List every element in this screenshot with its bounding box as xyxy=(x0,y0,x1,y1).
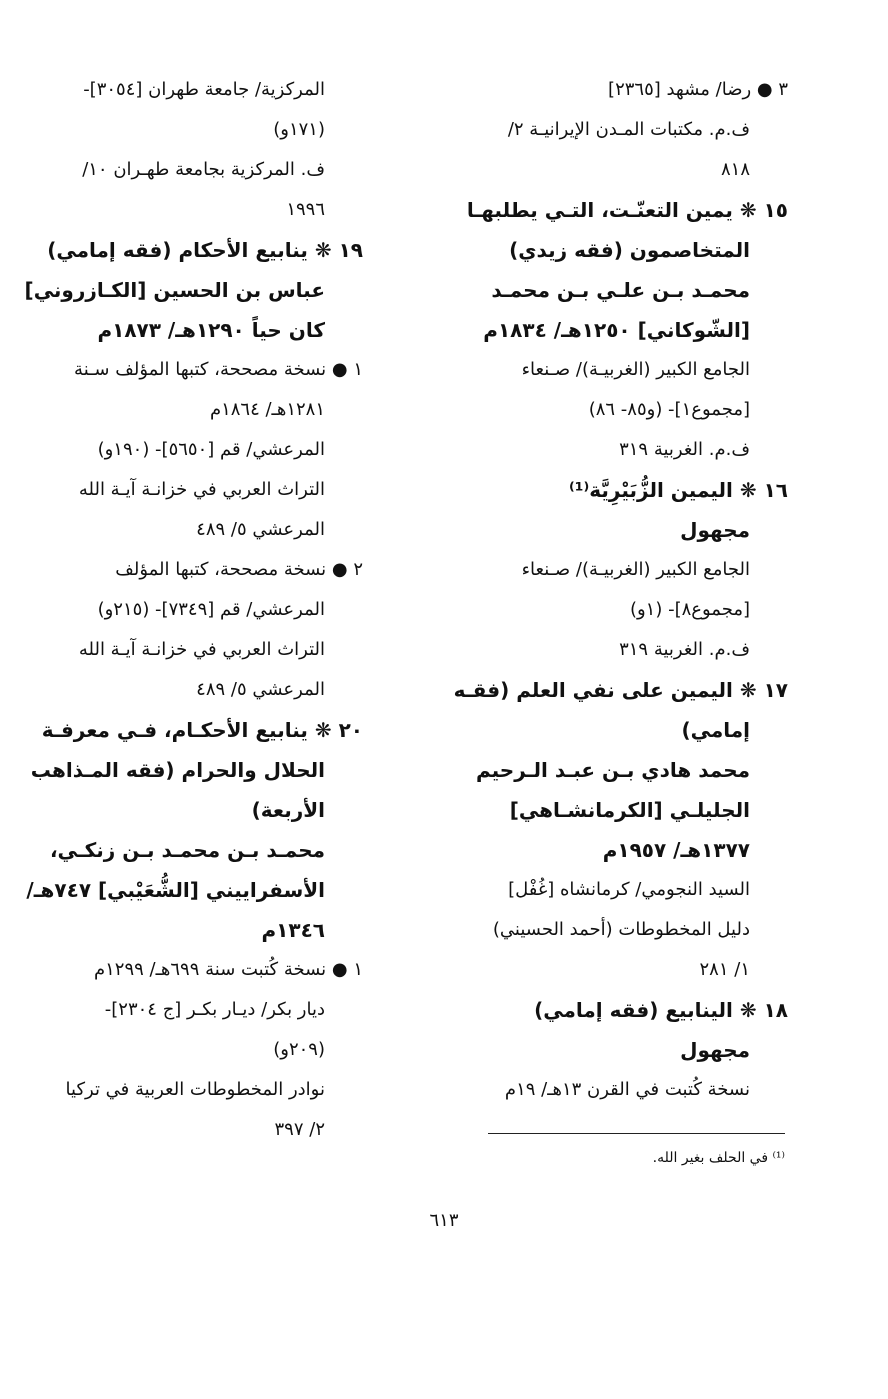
entry-heading-line: ١٧ ❋ اليمين على نفي العلم (فقـه xyxy=(453,678,788,702)
entry-text-line: ف.م. مكتبات المـدن الإيرانيـة ٢/ xyxy=(507,119,750,140)
entry-heading-line: الأربعة) xyxy=(251,798,325,822)
entry-text-line: ١ ● نسخة كُتبت سنة ٦٩٩هـ/ ١٢٩٩م xyxy=(93,959,363,980)
entry-heading-line: كان حياً ١٢٩٠هـ/ ١٨٧٣م xyxy=(97,318,325,342)
entry-heading-line: عباس بن الحسين [الكـازروني] xyxy=(24,278,325,302)
footnote: ⁽¹⁾ في الحلف بغير الله. xyxy=(652,1150,785,1166)
entry-text-line: نوادر المخطوطات العربية في تركيا xyxy=(65,1079,325,1100)
entry-text-line: الجامع الكبير (الغربيـة)/ صـنعاء xyxy=(521,359,750,380)
entry-heading-line: الجليلـي [الكرمانشـاهي] xyxy=(509,798,750,822)
entry-heading-line: ١٣٤٦م xyxy=(261,918,325,942)
entry-text-line: المرعشي/ قم [٧٣٤٩]- (٢١٥و) xyxy=(97,599,325,620)
entry-heading-line: محمـد بـن محمـد بـن زنكـي، xyxy=(49,838,325,862)
entry-heading-line: محمد هادي بـن عبـد الـرحيم xyxy=(475,758,750,782)
entry-heading-line: [الشّوكاني] ١٢٥٠هـ/ ١٨٣٤م xyxy=(483,318,750,342)
entry-text-line: ٣ ● رضا/ مشهد [٢٣٦٥] xyxy=(608,79,788,100)
entry-text-line: المرعشي ٥/ ٤٨٩ xyxy=(196,679,325,700)
entry-heading-line: ١٩ ❋ ينابيع الأحكام (فقه إمامي) xyxy=(47,238,363,262)
entry-text-line: دليل المخطوطات (أحمد الحسيني) xyxy=(492,919,750,940)
entry-heading-line: ١٣٧٧هـ/ ١٩٥٧م xyxy=(602,838,750,862)
entry-heading-line: الأسفراييني [الشُّعَيْبي] ٧٤٧هـ/ xyxy=(26,878,325,902)
entry-text-line: [مجموع١]- (و٨٥- ٨٦) xyxy=(588,399,750,420)
entry-text-line: ف. المركزية بجامعة طهـران ١٠/ xyxy=(82,159,325,180)
entry-heading-line: إمامي) xyxy=(681,718,750,742)
entry-text-line: ٢/ ٣٩٧ xyxy=(274,1119,325,1140)
entry-text-line: ١ ● نسخة مصححة، كتبها المؤلف سـنة xyxy=(74,359,363,380)
entry-text-line: السيد النجومي/ كرمانشاه [غُفْل] xyxy=(508,879,750,900)
entry-text-line: ف.م. الغربية ٣١٩ xyxy=(619,639,750,660)
entry-text-line: المرعشي/ قم [٥٦٥٠]- (١٩٠و) xyxy=(97,439,325,460)
entry-heading-line: ٢٠ ❋ ينابيع الأحكـام، فـي معرفـة xyxy=(41,718,363,742)
entry-heading-line: ١٥ ❋ يمين التعنّـت، التـي يطلبهـا xyxy=(466,198,788,222)
entry-text-line: ٢ ● نسخة مصححة، كتبها المؤلف xyxy=(115,559,363,580)
page-number: ٦١٣ xyxy=(429,1210,459,1231)
entry-text-line: ديار بكر/ ديـار بكـر [ج ٢٣٠٤]- xyxy=(104,999,325,1020)
entry-heading-line: ١٨ ❋ الينابيع (فقه إمامي) xyxy=(534,998,788,1022)
entry-text-line: (١٧١و) xyxy=(273,119,325,140)
entry-text-line: المرعشي ٥/ ٤٨٩ xyxy=(196,519,325,540)
entry-heading-line: ١٦ ❋ اليمين الزُّبَيْرِيَّة⁽¹⁾ xyxy=(568,478,788,502)
entry-heading-line: المتخاصمون (فقه زيدي) xyxy=(509,238,750,262)
entry-heading-line: محمـد بـن علـي بـن محمـد xyxy=(491,278,750,302)
footnote-divider xyxy=(488,1133,785,1134)
entry-text-line: ف.م. الغربية ٣١٩ xyxy=(619,439,750,460)
entry-text-line: ١/ ٢٨١ xyxy=(699,959,750,980)
entry-text-line: التراث العربي في خزانـة آيـة الله xyxy=(78,479,325,500)
entry-text-line: الجامع الكبير (الغربيـة)/ صـنعاء xyxy=(521,559,750,580)
entry-text-line: نسخة كُتبت في القرن ١٣هـ/ ١٩م xyxy=(504,1079,750,1100)
entry-text-line: ١٢٨١هـ/ ١٨٦٤م xyxy=(209,399,325,420)
entry-text-line: ٨١٨ xyxy=(720,159,750,180)
entry-text-line: [مجموع٨]- (١و) xyxy=(629,599,750,620)
entry-text-line: ١٩٩٦ xyxy=(286,199,325,220)
right-column xyxy=(443,70,788,1110)
left-column xyxy=(23,70,363,1150)
entry-text-line: التراث العربي في خزانـة آيـة الله xyxy=(78,639,325,660)
entry-text-line: (٢٠٩و) xyxy=(273,1039,325,1060)
entry-heading-line: مجهول xyxy=(680,518,750,542)
entry-text-line: المركزية/ جامعة طهران [٣٠٥٤]- xyxy=(83,79,325,100)
entry-heading-line: مجهول xyxy=(680,1038,750,1062)
entry-heading-line: الحلال والحرام (فقه المـذاهب xyxy=(30,758,325,782)
